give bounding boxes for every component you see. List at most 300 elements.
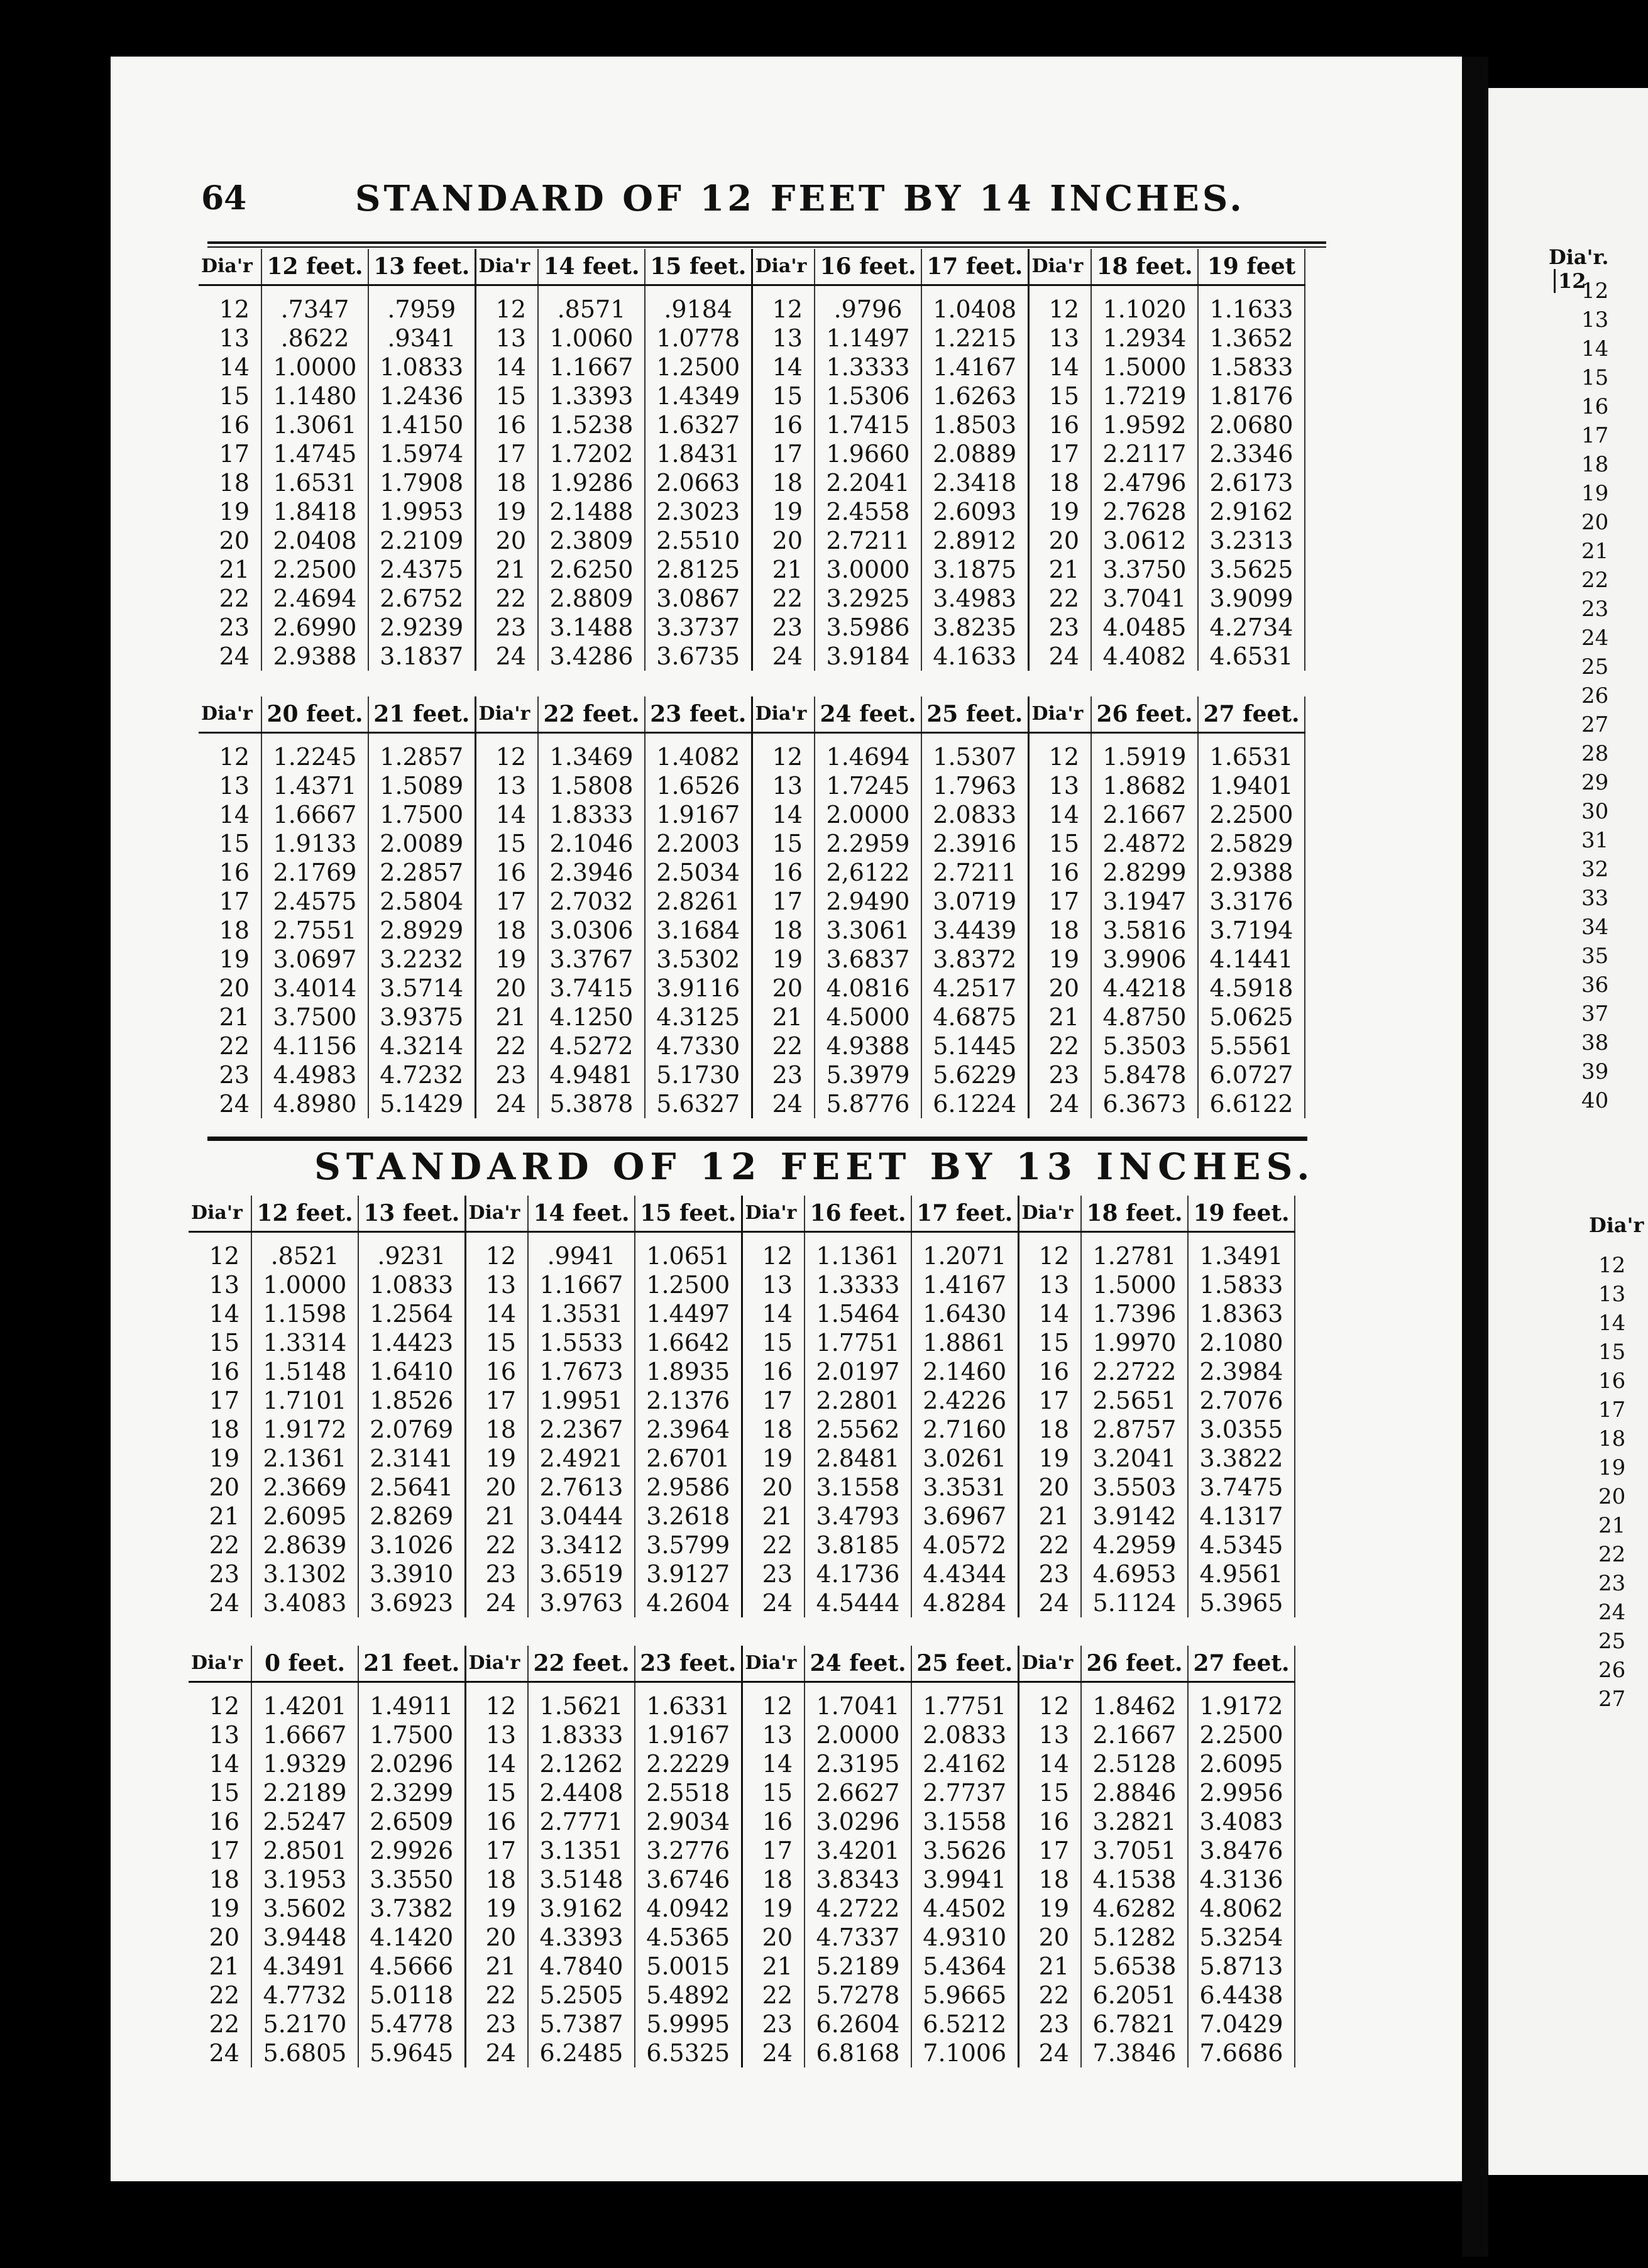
table-row: [189, 1865, 1295, 1894]
value-cell: 1.7219: [1091, 382, 1198, 410]
value-cell: 2.7211: [921, 858, 1028, 887]
value-cell: 3.4014: [261, 974, 368, 1003]
table-row: [199, 974, 1305, 1003]
diameter-cell: 22: [475, 1032, 538, 1060]
diameter-cell: 19: [199, 497, 261, 526]
value-cell: 1.8503: [921, 410, 1028, 439]
diameter-cell: 23: [189, 1560, 251, 1588]
value-cell: 1.3531: [528, 1299, 635, 1328]
spacer-cell: [475, 285, 538, 295]
value-cell: 1.0778: [645, 324, 752, 353]
value-cell: 3.6746: [635, 1865, 742, 1894]
value-cell: 2.5247: [251, 1807, 358, 1836]
value-cell: 1.5307: [921, 742, 1028, 771]
dia-header: Dia'r: [1018, 1646, 1081, 1682]
value-cell: 1.9953: [368, 497, 475, 526]
diameter-cell: 15: [465, 1328, 528, 1357]
value-cell: 1.2857: [368, 742, 475, 771]
value-cell: 2.6093: [921, 497, 1028, 526]
value-cell: 5.5561: [1198, 1032, 1305, 1060]
diameter-cell: 23: [465, 1560, 528, 1588]
diameter-cell: 12: [1018, 1241, 1081, 1270]
value-cell: 2.4162: [911, 1749, 1018, 1778]
diameter-cell: 17: [1028, 887, 1091, 916]
value-cell: 1.6531: [1198, 742, 1305, 771]
value-cell: 2.6173: [1198, 468, 1305, 497]
diameter-cell: 18: [199, 468, 261, 497]
length-header: 12 feet.: [261, 249, 368, 285]
diameter-cell: 16: [465, 1807, 528, 1836]
value-cell: 3.3412: [528, 1531, 635, 1560]
right-page-dia-value: 14: [1598, 1311, 1626, 1336]
value-cell: 4.4983: [261, 1060, 368, 1089]
value-cell: 3.4439: [921, 916, 1028, 945]
value-cell: 1.1020: [1091, 295, 1198, 324]
value-cell: 2.9586: [635, 1473, 742, 1502]
value-cell: 1.2245: [261, 742, 368, 771]
table-row: [189, 1588, 1295, 1617]
value-cell: 2.2857: [368, 858, 475, 887]
spacer-cell: [921, 285, 1028, 295]
spacer-cell: [911, 1682, 1018, 1692]
diameter-cell: 14: [1018, 1749, 1081, 1778]
diameter-cell: 14: [189, 1299, 251, 1328]
value-cell: 4.3214: [368, 1032, 475, 1060]
value-cell: 2.5510: [645, 526, 752, 555]
value-cell: 5.1730: [645, 1060, 752, 1089]
length-header: 19 feet.: [1188, 1196, 1295, 1232]
table-header-row: [199, 696, 1305, 733]
value-cell: 1.7396: [1081, 1299, 1188, 1328]
diameter-cell: 19: [1018, 1444, 1081, 1473]
value-cell: 3.8235: [921, 613, 1028, 642]
table-row: [189, 1386, 1295, 1415]
value-cell: 5.9995: [635, 2010, 742, 2039]
value-cell: 4.0942: [635, 1894, 742, 1923]
length-header: 21 feet.: [368, 696, 475, 733]
right-page-dia-value: 33: [1581, 886, 1609, 911]
diameter-cell: 15: [742, 1778, 805, 1807]
value-cell: 2.2500: [261, 555, 368, 584]
value-cell: 3.3822: [1188, 1444, 1295, 1473]
diameter-cell: 17: [189, 1386, 251, 1415]
value-cell: 6.2051: [1081, 1981, 1188, 2010]
value-cell: 1.6667: [251, 1720, 358, 1749]
diameter-cell: 22: [752, 584, 815, 613]
spacer-cell: [805, 1682, 911, 1692]
diameter-cell: 20: [475, 526, 538, 555]
diameter-cell: 21: [189, 1952, 251, 1981]
value-cell: 1.2934: [1091, 324, 1198, 353]
value-table: [189, 1646, 1295, 2067]
diameter-cell: 14: [475, 800, 538, 829]
diameter-cell: 13: [742, 1720, 805, 1749]
diameter-cell: 18: [465, 1415, 528, 1444]
right-page-dia-value: 24: [1581, 625, 1609, 651]
value-cell: 2.0408: [261, 526, 368, 555]
value-cell: 4.9388: [815, 1032, 921, 1060]
value-cell: 1.7500: [368, 800, 475, 829]
length-header: 22 feet.: [528, 1646, 635, 1682]
value-cell: 4.5444: [805, 1588, 911, 1617]
value-cell: 3.8185: [805, 1531, 911, 1560]
diameter-cell: 23: [199, 1060, 261, 1089]
value-cell: 4.9481: [538, 1060, 645, 1089]
value-cell: 4.2517: [921, 974, 1028, 1003]
value-cell: 3.2232: [368, 945, 475, 974]
value-cell: 4.2959: [1081, 1531, 1188, 1560]
table-header-row: [189, 1646, 1295, 1682]
value-cell: 2.4872: [1091, 829, 1198, 858]
value-cell: 1.2436: [368, 382, 475, 410]
spacer-cell: [199, 733, 261, 743]
table-row: [189, 1415, 1295, 1444]
diameter-cell: 16: [199, 858, 261, 887]
value-cell: 2.5562: [805, 1415, 911, 1444]
value-cell: 2.1488: [538, 497, 645, 526]
diameter-cell: 20: [1018, 1923, 1081, 1952]
table-row: [199, 887, 1305, 916]
table-row: [189, 1836, 1295, 1865]
value-cell: 1.4167: [911, 1270, 1018, 1299]
value-cell: 1.5533: [528, 1328, 635, 1357]
value-cell: 6.0727: [1198, 1060, 1305, 1089]
right-page-dia-value: 36: [1581, 972, 1609, 998]
table-row: [199, 1003, 1305, 1032]
value-cell: 5.4778: [358, 2010, 465, 2039]
diameter-cell: 17: [742, 1836, 805, 1865]
spacer-cell: [742, 1682, 805, 1692]
value-cell: 4.7840: [528, 1952, 635, 1981]
diameter-cell: 24: [1018, 1588, 1081, 1617]
value-cell: 1.3469: [538, 742, 645, 771]
table-row: [199, 468, 1305, 497]
right-page-dia-value: 25: [1581, 654, 1609, 680]
value-cell: 3.5816: [1091, 916, 1198, 945]
diameter-cell: 17: [465, 1836, 528, 1865]
value-cell: 1.4349: [645, 382, 752, 410]
spacer-cell: [1028, 733, 1091, 743]
value-cell: 2.4375: [368, 555, 475, 584]
table-row: [199, 439, 1305, 468]
value-cell: 4.6953: [1081, 1560, 1188, 1588]
value-cell: 1.5464: [805, 1299, 911, 1328]
diameter-cell: 21: [752, 555, 815, 584]
value-cell: 2.0000: [805, 1720, 911, 1749]
diameter-cell: 24: [752, 1089, 815, 1118]
right-page-dia-value: 25: [1598, 1629, 1626, 1654]
value-cell: 2.2959: [815, 829, 921, 858]
dia-header: Dia'r: [189, 1196, 251, 1232]
table-header-row: [189, 1196, 1295, 1232]
length-header: 17 feet.: [921, 249, 1028, 285]
spacer-cell: [752, 285, 815, 295]
right-page-dia-value: 30: [1581, 799, 1609, 824]
right-page-dia-value: 20: [1598, 1484, 1626, 1509]
spacer-row: [199, 285, 1305, 295]
spacer-cell: [1081, 1232, 1188, 1242]
spacer-cell: [1091, 285, 1198, 295]
value-cell: 2.0663: [645, 468, 752, 497]
value-cell: 3.3767: [538, 945, 645, 974]
diameter-cell: 20: [752, 974, 815, 1003]
diameter-cell: 12: [752, 295, 815, 324]
value-cell: 1.4167: [921, 353, 1028, 382]
right-page-dia-value: 27: [1581, 712, 1609, 737]
value-cell: 2.0000: [815, 800, 921, 829]
value-cell: 1.5919: [1091, 742, 1198, 771]
value-cell: 5.1445: [921, 1032, 1028, 1060]
right-page-dia-value: 14: [1581, 336, 1609, 361]
value-cell: 4.3491: [251, 1952, 358, 1981]
value-cell: 1.3333: [805, 1270, 911, 1299]
value-cell: 3.6519: [528, 1560, 635, 1588]
running-head: STANDARD OF 12 FEET BY 14 INCHES.: [355, 178, 1245, 219]
diameter-cell: 24: [742, 1588, 805, 1617]
value-cell: 3.0719: [921, 887, 1028, 916]
book-page-right-fragment: [1488, 88, 1648, 2175]
right-page-header-frag: 12: [1554, 269, 1586, 293]
diameter-cell: 16: [1028, 858, 1091, 887]
right-page-dia-value: 17: [1581, 423, 1609, 448]
value-cell: 1.6667: [261, 800, 368, 829]
right-page-dia-value: 16: [1581, 394, 1609, 419]
value-cell: 2.9162: [1198, 497, 1305, 526]
value-cell: 2.5641: [358, 1473, 465, 1502]
value-cell: 1.8935: [635, 1357, 742, 1386]
value-cell: 4.8284: [911, 1588, 1018, 1617]
length-header: 13 feet.: [358, 1196, 465, 1232]
value-cell: 5.9665: [911, 1981, 1018, 2010]
value-cell: 2.5829: [1198, 829, 1305, 858]
value-cell: 2.1460: [911, 1357, 1018, 1386]
value-cell: 4.8980: [261, 1089, 368, 1118]
spacer-cell: [528, 1232, 635, 1242]
value-cell: 1.9172: [1188, 1692, 1295, 1720]
value-cell: 2.4921: [528, 1444, 635, 1473]
length-header: 26 feet.: [1081, 1646, 1188, 1682]
value-cell: 2.2500: [1188, 1720, 1295, 1749]
table-row: [189, 1778, 1295, 1807]
diameter-cell: 12: [475, 295, 538, 324]
value-cell: 1.5621: [528, 1692, 635, 1720]
value-cell: 5.4892: [635, 1981, 742, 2010]
value-cell: 3.5986: [815, 613, 921, 642]
diameter-cell: 24: [199, 642, 261, 671]
diameter-cell: 12: [189, 1241, 251, 1270]
diameter-cell: 12: [1028, 295, 1091, 324]
value-cell: 4.3125: [645, 1003, 752, 1032]
value-cell: 1.8431: [645, 439, 752, 468]
spacer-cell: [1091, 733, 1198, 743]
book-gutter: [1462, 57, 1488, 2257]
diameter-cell: 21: [1028, 1003, 1091, 1032]
diameter-cell: 12: [465, 1692, 528, 1720]
table-row: [189, 1270, 1295, 1299]
value-cell: 3.9116: [645, 974, 752, 1003]
table-row: [189, 1749, 1295, 1778]
diameter-cell: 16: [752, 410, 815, 439]
value-cell: 4.3136: [1188, 1865, 1295, 1894]
value-cell: 5.0118: [358, 1981, 465, 2010]
diameter-cell: 12: [752, 742, 815, 771]
diameter-cell: 17: [189, 1836, 251, 1865]
value-cell: 3.0612: [1091, 526, 1198, 555]
value-cell: 4.0485: [1091, 613, 1198, 642]
value-cell: 2.2189: [251, 1778, 358, 1807]
diameter-cell: 19: [465, 1444, 528, 1473]
value-cell: 2.3946: [538, 858, 645, 887]
diameter-cell: 16: [742, 1357, 805, 1386]
right-page-dia-value: 21: [1598, 1513, 1626, 1538]
value-cell: 2.2117: [1091, 439, 1198, 468]
spacer-cell: [1081, 1682, 1188, 1692]
value-cell: 1.6430: [911, 1299, 1018, 1328]
diameter-cell: 17: [475, 887, 538, 916]
value-cell: 5.8713: [1188, 1952, 1295, 1981]
value-cell: 3.8372: [921, 945, 1028, 974]
right-page-dia-value: 19: [1581, 481, 1609, 506]
diameter-cell: 16: [465, 1357, 528, 1386]
value-cell: 5.7387: [528, 2010, 635, 2039]
spacer-cell: [538, 285, 645, 295]
diameter-cell: 22: [752, 1032, 815, 1060]
diameter-cell: 16: [1018, 1807, 1081, 1836]
value-cell: 1.8333: [538, 800, 645, 829]
value-cell: 4.7330: [645, 1032, 752, 1060]
diameter-cell: 14: [189, 1749, 251, 1778]
diameter-cell: 19: [752, 497, 815, 526]
diameter-cell: 19: [475, 497, 538, 526]
diameter-cell: 23: [742, 1560, 805, 1588]
value-cell: 1.0000: [251, 1270, 358, 1299]
length-header: 24 feet.: [815, 696, 921, 733]
diameter-cell: 18: [465, 1865, 528, 1894]
value-cell: .9341: [368, 324, 475, 353]
value-cell: 4.6282: [1081, 1894, 1188, 1923]
value-cell: 2.9956: [1188, 1778, 1295, 1807]
value-cell: 2,6122: [815, 858, 921, 887]
right-page-dia-value: 13: [1581, 307, 1609, 333]
value-cell: 1.8682: [1091, 771, 1198, 800]
diameter-cell: 15: [475, 382, 538, 410]
diameter-cell: 14: [1028, 353, 1091, 382]
value-table: [189, 1196, 1295, 1617]
right-page-dia-value: 12: [1581, 278, 1609, 304]
table-14in-lower: [199, 696, 1305, 1118]
dia-header: Dia'r: [199, 696, 261, 733]
value-cell: 3.1953: [251, 1865, 358, 1894]
value-cell: 7.1006: [911, 2039, 1018, 2067]
diameter-cell: 12: [742, 1692, 805, 1720]
length-header: 16 feet.: [805, 1196, 911, 1232]
right-page-dia-value: 29: [1581, 770, 1609, 795]
value-cell: 1.3314: [251, 1328, 358, 1357]
value-cell: 3.0697: [261, 945, 368, 974]
value-cell: 4.9310: [911, 1923, 1018, 1952]
diameter-cell: 20: [199, 526, 261, 555]
diameter-cell: 15: [742, 1328, 805, 1357]
value-cell: 2.8481: [805, 1444, 911, 1473]
length-header: 25 feet.: [911, 1646, 1018, 1682]
length-header: 26 feet.: [1091, 696, 1198, 733]
spacer-cell: [528, 1682, 635, 1692]
value-cell: 2.6250: [538, 555, 645, 584]
diameter-cell: 21: [742, 1502, 805, 1531]
right-page-dia-value: 18: [1598, 1426, 1626, 1451]
value-cell: 2.5518: [635, 1778, 742, 1807]
value-cell: 3.3910: [358, 1560, 465, 1588]
value-cell: 5.6538: [1081, 1952, 1188, 1981]
diameter-cell: 20: [465, 1473, 528, 1502]
value-cell: 2.9926: [358, 1836, 465, 1865]
diameter-cell: 13: [1028, 324, 1091, 353]
value-cell: 1.9592: [1091, 410, 1198, 439]
value-cell: 3.7500: [261, 1003, 368, 1032]
diameter-cell: 14: [1018, 1299, 1081, 1328]
value-cell: 4.8750: [1091, 1003, 1198, 1032]
value-cell: 3.0261: [911, 1444, 1018, 1473]
value-cell: 1.9970: [1081, 1328, 1188, 1357]
value-cell: 1.7415: [815, 410, 921, 439]
diameter-cell: 13: [199, 324, 261, 353]
spacer-cell: [1198, 733, 1305, 743]
value-cell: 2.8269: [358, 1502, 465, 1531]
right-page-dia-column-bottom: [1598, 1251, 1625, 1714]
value-cell: 4.6531: [1198, 642, 1305, 671]
diameter-cell: 19: [475, 945, 538, 974]
value-cell: 1.2564: [358, 1299, 465, 1328]
value-cell: 4.2722: [805, 1894, 911, 1923]
diameter-cell: 23: [752, 613, 815, 642]
value-cell: 3.5799: [635, 1531, 742, 1560]
diameter-cell: 17: [742, 1386, 805, 1415]
value-cell: 1.5833: [1198, 353, 1305, 382]
diameter-cell: 13: [465, 1270, 528, 1299]
value-cell: 7.3846: [1081, 2039, 1188, 2067]
value-cell: .9796: [815, 295, 921, 324]
spacer-cell: [911, 1232, 1018, 1242]
value-cell: 2.9034: [635, 1807, 742, 1836]
diameter-cell: 18: [752, 916, 815, 945]
diameter-cell: 14: [199, 800, 261, 829]
table-row: [199, 295, 1305, 324]
value-cell: 6.5212: [911, 2010, 1018, 2039]
value-cell: 2.4575: [261, 887, 368, 916]
diameter-cell: 23: [1028, 1060, 1091, 1089]
value-cell: 3.9763: [528, 1588, 635, 1617]
table-row: [189, 1241, 1295, 1270]
table-row: [199, 916, 1305, 945]
value-cell: 3.3176: [1198, 887, 1305, 916]
value-cell: 3.7041: [1091, 584, 1198, 613]
value-cell: 3.4201: [805, 1836, 911, 1865]
value-cell: 2.8639: [251, 1531, 358, 1560]
right-page-dia-value: 24: [1598, 1600, 1626, 1625]
spacer-cell: [752, 733, 815, 743]
value-cell: 5.2189: [805, 1952, 911, 1981]
value-cell: 1.6327: [645, 410, 752, 439]
dia-header: Dia'r: [189, 1646, 251, 1682]
value-cell: 2.3809: [538, 526, 645, 555]
value-cell: 5.3979: [815, 1060, 921, 1089]
value-cell: 1.5238: [538, 410, 645, 439]
diameter-cell: 22: [1018, 1981, 1081, 2010]
value-cell: 4.1538: [1081, 1865, 1188, 1894]
value-cell: 2.4226: [911, 1386, 1018, 1415]
length-header: 23 feet.: [645, 696, 752, 733]
value-cell: 1.6410: [358, 1357, 465, 1386]
